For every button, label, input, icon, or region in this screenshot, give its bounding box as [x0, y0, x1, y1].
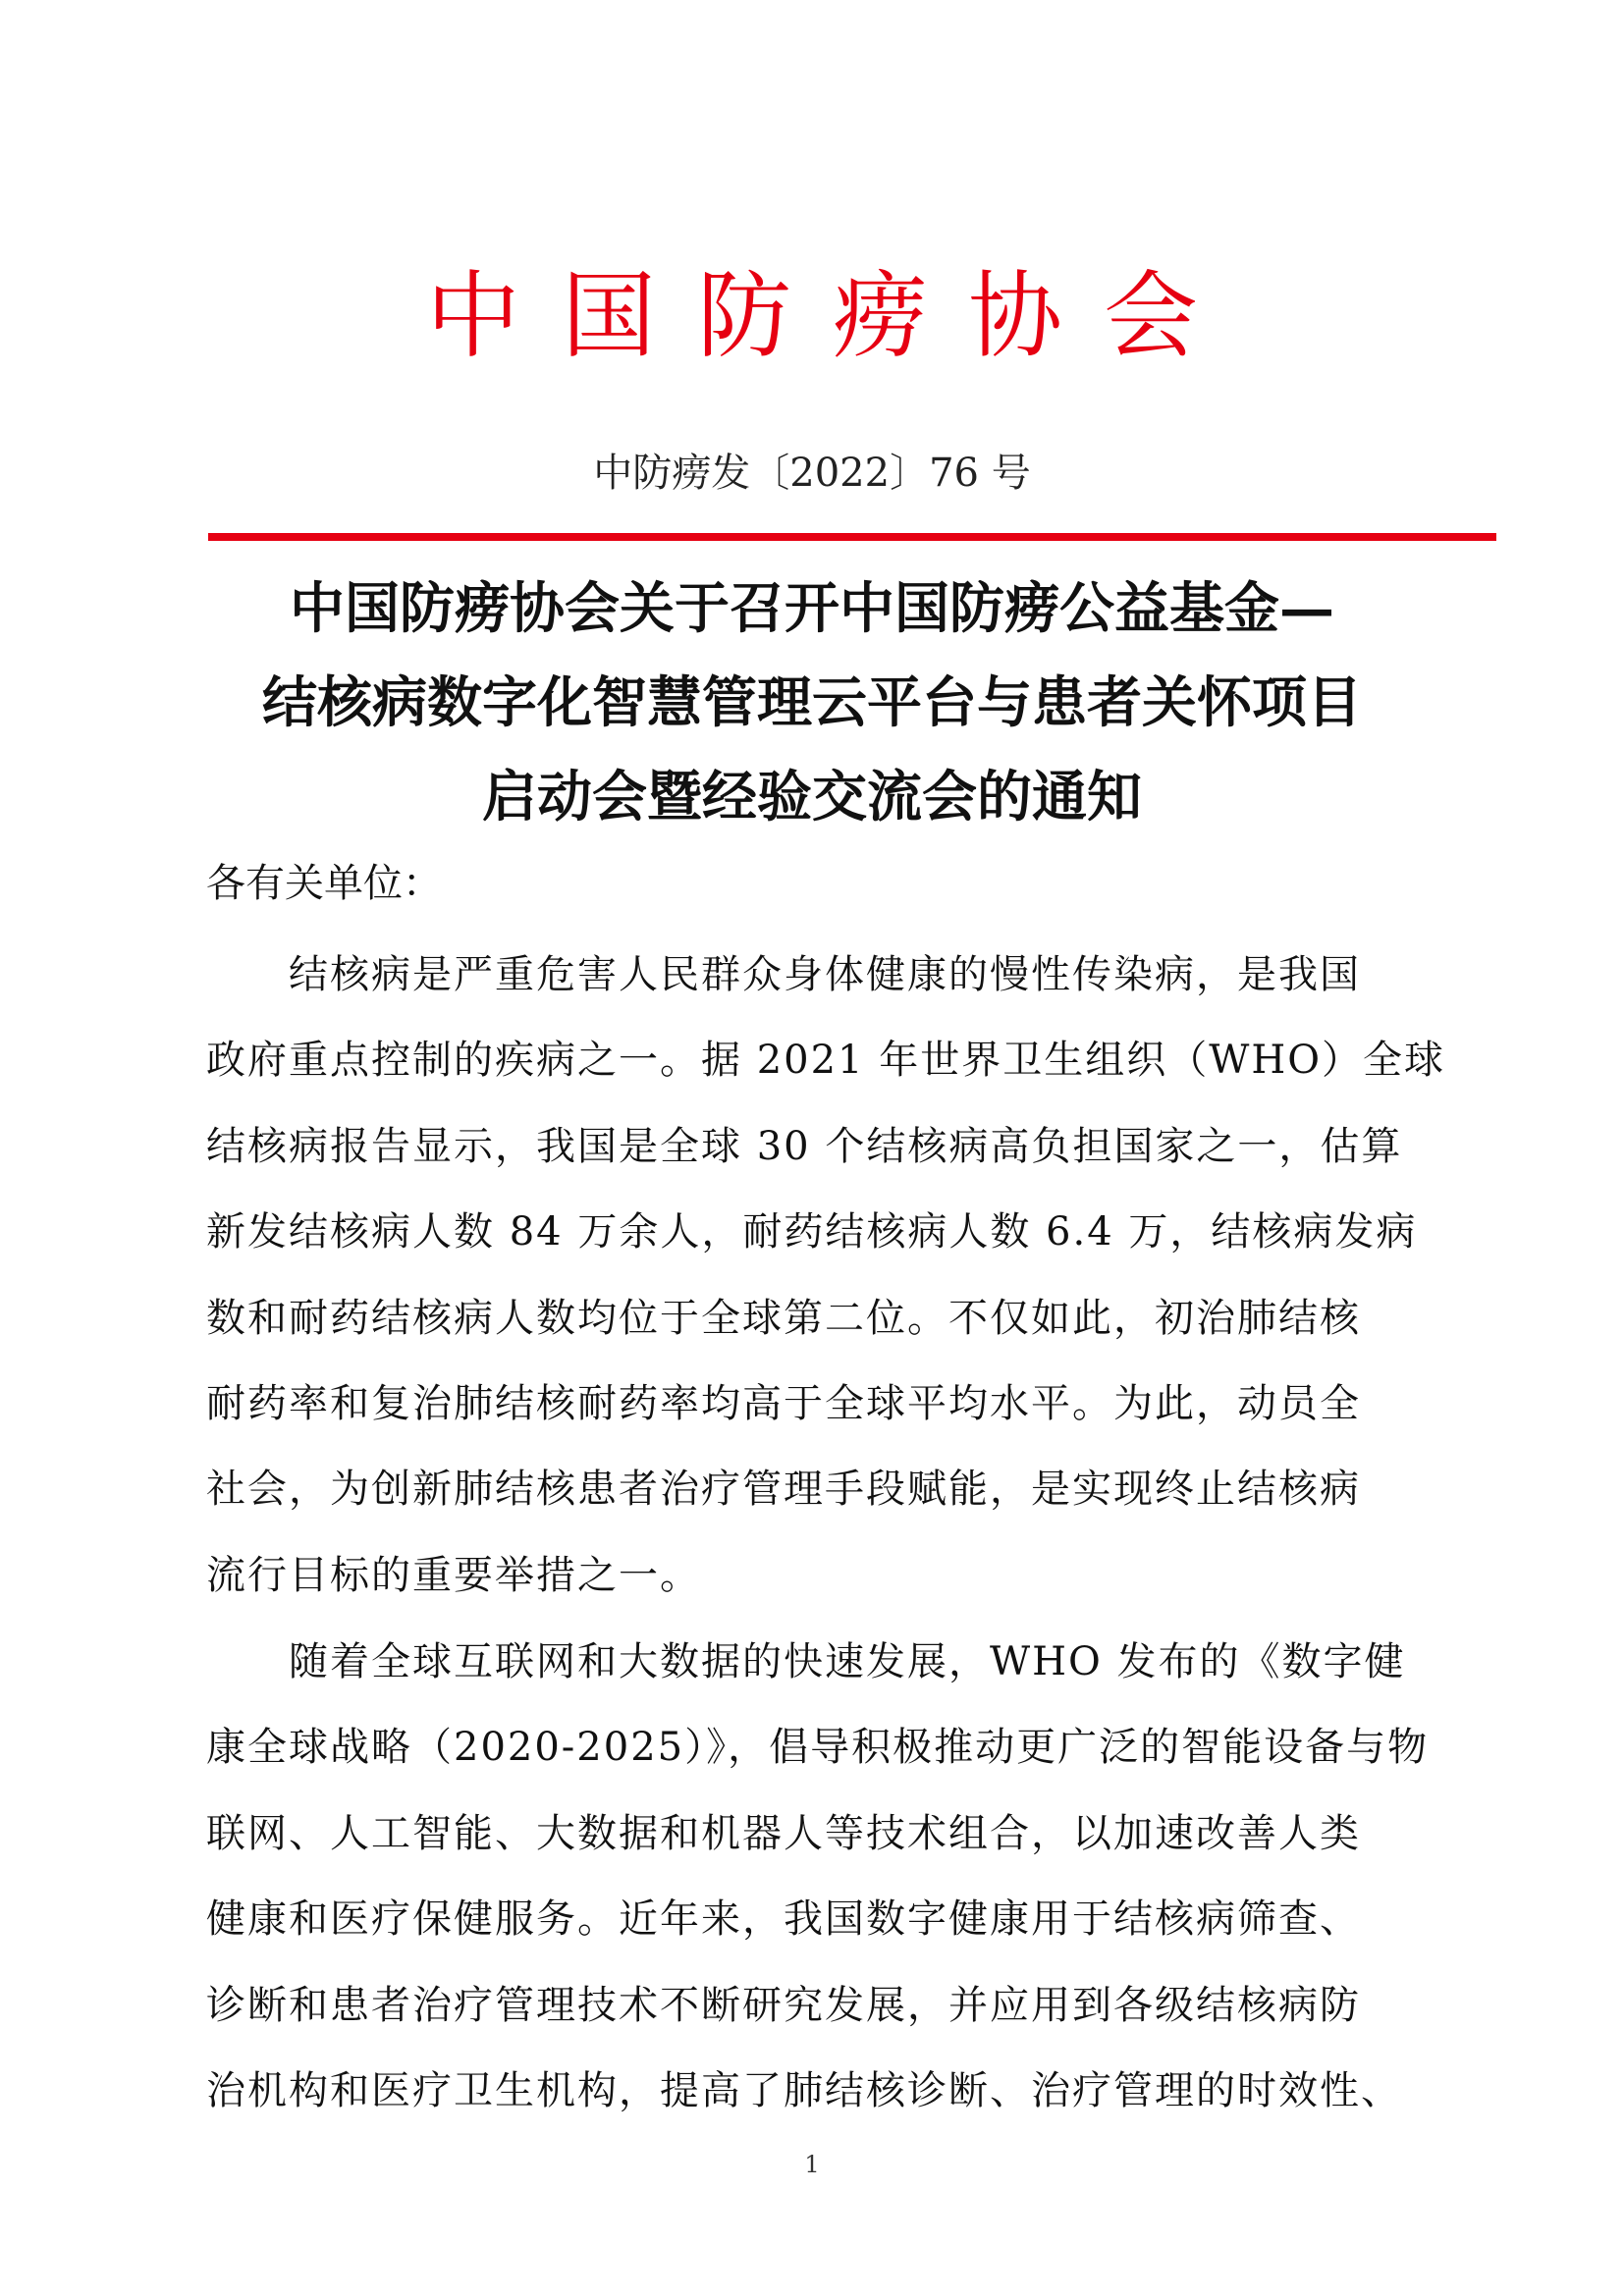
paragraph-line: 结核病是严重危害人民群众身体健康的慢性传染病，是我国 — [289, 952, 1361, 997]
paragraph-line: 联网、人工智能、大数据和机器人等技术组合，以加速改善人类 — [206, 1810, 1361, 1856]
body-paragraph — [206, 933, 1446, 1619]
paragraph-line: 诊断和患者治疗管理技术不断研究发展，并应用到各级结核病防 — [206, 1982, 1361, 2028]
red-divider-rule — [208, 533, 1496, 541]
notice-title-line: 结核病数字化智慧管理云平台与患者关怀项目 — [262, 670, 1362, 735]
paragraph-line: 数和耐药结核病人数均位于全球第二位。不仅如此，初治肺结核 — [206, 1295, 1361, 1341]
paragraph-line: 流行目标的重要举措之一。 — [206, 1552, 701, 1598]
page-number: 1 — [804, 2151, 820, 2178]
paragraph-line: 耐药率和复治肺结核耐药率均高于全球平均水平。为此，动员全 — [206, 1381, 1361, 1427]
paragraph-line: 社会，为创新肺结核患者治疗管理手段赋能，是实现终止结核病 — [206, 1467, 1361, 1513]
salutation: 各有关单位： — [206, 861, 442, 906]
paragraph-line: 健康和医疗保健服务。近年来，我国数字健康用于结核病筛查、 — [206, 1896, 1361, 1943]
paragraph-line: 结核病报告显示，我国是全球 30 个结核病高负担国家之一，估算 — [206, 1123, 1403, 1169]
notice-title — [137, 561, 1487, 844]
notice-title-line: 中国防痨协会关于召开中国防痨公益基金— — [290, 576, 1334, 641]
paragraph-line: 随着全球互联网和大数据的快速发展，WHO 发布的《数字健 — [289, 1639, 1406, 1684]
organization-title: 中国防痨协会 — [426, 261, 1239, 371]
paragraph-line: 新发结核病人数 84 万余人，耐药结核病人数 6.4 万，结核病发病 — [206, 1209, 1418, 1255]
paragraph-line: 康全球战略（2020-2025）》，倡导积极推动更广泛的智能设备与物 — [206, 1725, 1430, 1771]
document-number: 中防痨发〔2022〕76 号 — [593, 451, 1031, 496]
paragraph-line: 政府重点控制的疾病之一。据 2021 年世界卫生组织（WHO）全球 — [206, 1038, 1446, 1084]
body-paragraph — [206, 1620, 1430, 2134]
paragraph-line: 治机构和医疗卫生机构，提高了肺结核诊断、治疗管理的时效性、 — [206, 2068, 1402, 2114]
notice-title-line: 启动会暨经验交流会的通知 — [482, 765, 1142, 829]
